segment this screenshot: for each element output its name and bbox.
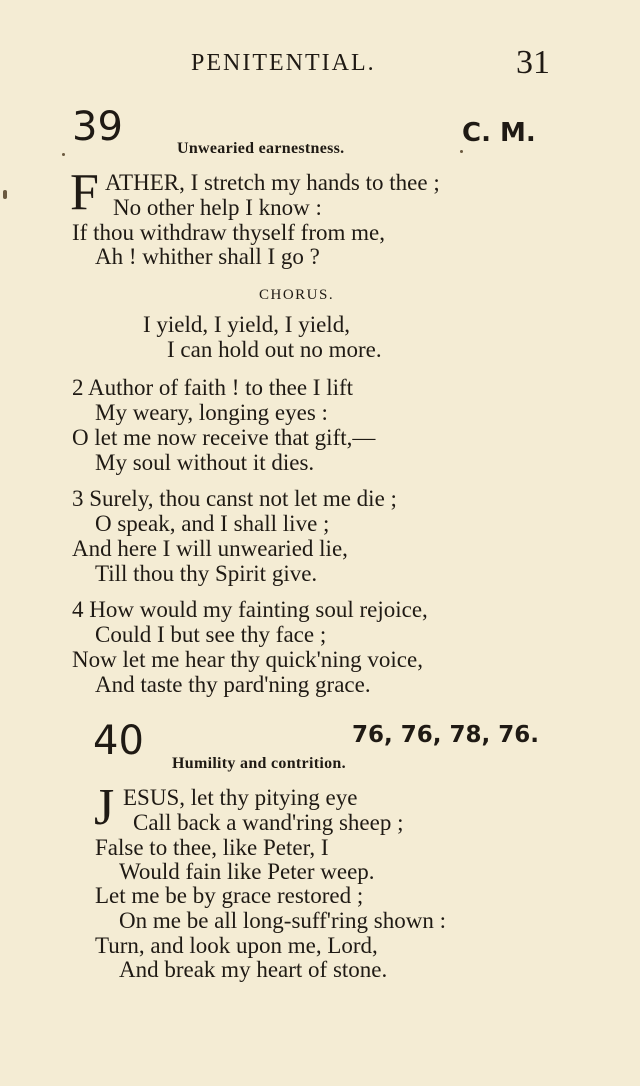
paper-speck	[3, 190, 7, 199]
hymn-40-line-4: Would fain like Peter weep.	[119, 859, 375, 884]
hymn-39-subtitle: Unwearied earnestness.	[177, 140, 345, 157]
hymn-40-line-1: ESUS, let thy pitying eye	[123, 785, 358, 810]
verse-3-line-3: And here I will unwearied lie,	[72, 536, 348, 561]
chorus-label: CHORUS.	[259, 287, 335, 303]
hymn-39-number: 39	[72, 104, 123, 150]
hymn-40-line-6: On me be all long-suff'ring shown :	[119, 908, 446, 933]
hymn-40-line-2: Call back a wand'ring sheep ;	[133, 810, 404, 835]
hymn-40-number: 40	[93, 718, 144, 764]
verse-4-line-4: And taste thy pard'ning grace.	[95, 672, 371, 697]
paper-speck	[460, 150, 463, 153]
paper-speck	[62, 153, 65, 156]
verse-3-line-1: 3 Surely, thou canst not let me die ;	[72, 486, 397, 511]
hymn-40-subtitle: Humility and contrition.	[172, 755, 346, 772]
page-number: 31	[516, 44, 550, 81]
hymn-40-dropcap: J	[94, 779, 115, 836]
running-head: PENITENTIAL.	[191, 50, 376, 76]
hymn-39-meter: C. M.	[462, 118, 536, 148]
hymn-40-line-7: Turn, and look upon me, Lord,	[95, 933, 378, 958]
chorus-line-1: I yield, I yield, I yield,	[143, 312, 350, 337]
verse-2-line-1: 2 Author of faith ! to thee I lift	[72, 375, 354, 400]
verse-3-line-4: Till thou thy Spirit give.	[95, 561, 318, 586]
verse-4-line-2: Could I but see thy face ;	[95, 622, 327, 647]
chorus-line-2: I can hold out no more.	[167, 337, 382, 362]
hymn-40-meter: 76, 76, 78, 76.	[352, 722, 539, 748]
hymn-39-line-1: ATHER, I stretch my hands to thee ;	[105, 170, 440, 195]
hymn-39-line-3: If thou withdraw thyself from me,	[72, 220, 385, 245]
verse-2-line-3: O let me now receive that gift,—	[72, 425, 376, 450]
hymn-39-line-4: Ah ! whither shall I go ?	[95, 244, 320, 269]
verse-2-line-2: My weary, longing eyes :	[95, 400, 328, 425]
verse-2-line-4: My soul without it dies.	[95, 450, 315, 475]
hymn-39-line-2: No other help I know :	[113, 195, 322, 220]
hymn-40-line-8: And break my heart of stone.	[119, 957, 388, 982]
verse-3-line-2: O speak, and I shall live ;	[95, 511, 330, 536]
hymn-40-line-5: Let me be by grace restored ;	[95, 883, 364, 908]
verse-4-line-3: Now let me hear thy quick'ning voice,	[72, 647, 423, 672]
hymn-39-dropcap: F	[70, 164, 99, 221]
verse-4-line-1: 4 How would my fainting soul rejoice,	[72, 597, 428, 622]
hymn-40-line-3: False to thee, like Peter, I	[95, 835, 329, 860]
